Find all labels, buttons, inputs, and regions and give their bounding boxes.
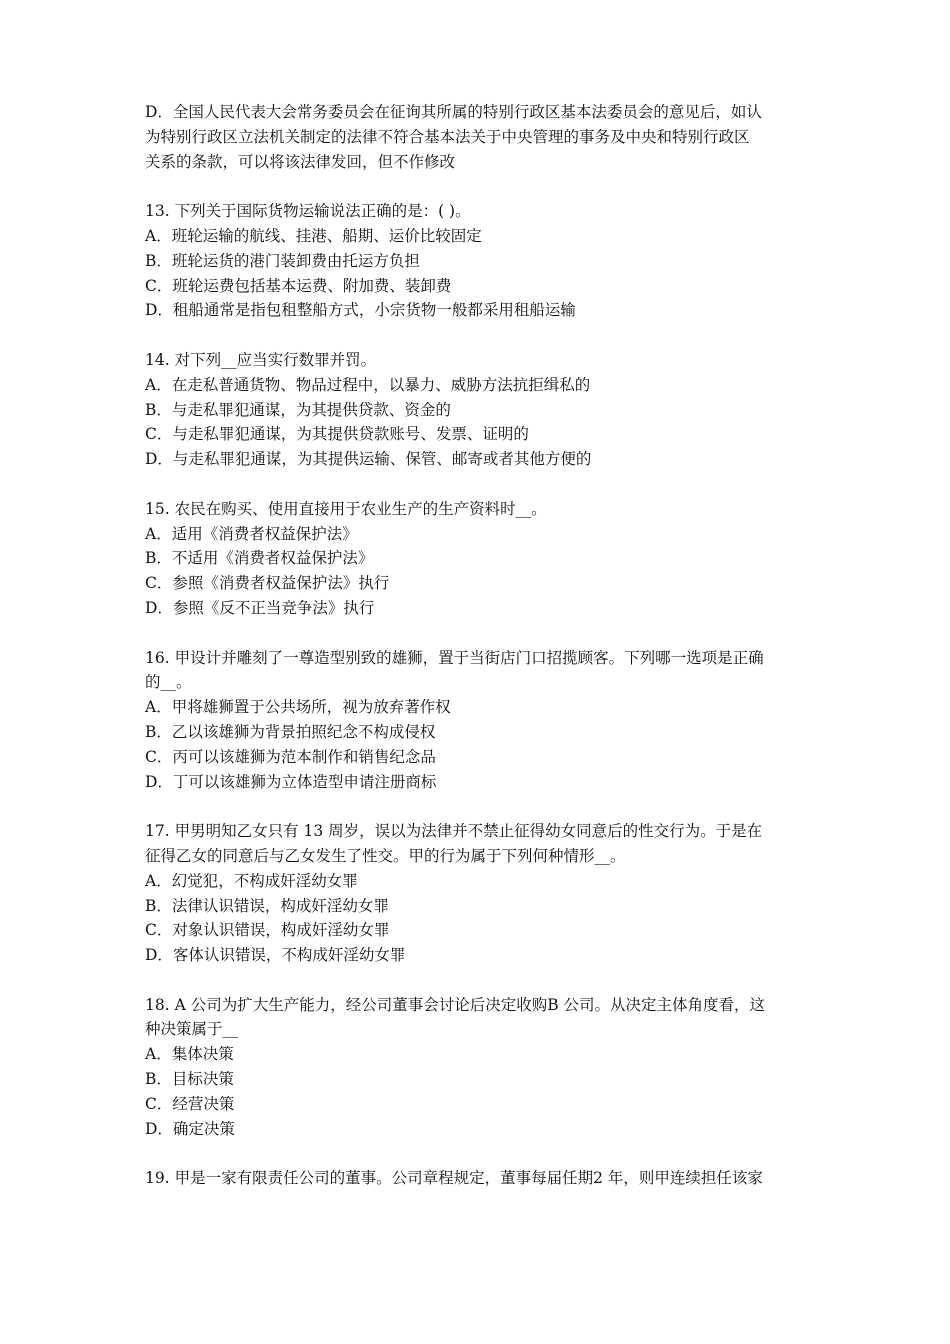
option-d: D．租船通常是指包租整船方式，小宗货物一般都采用租船运输: [145, 301, 576, 320]
option-b: B．目标决策: [145, 1070, 234, 1089]
option-c: C．对象认识错误，构成奸淫幼女罪: [145, 921, 390, 940]
question-14: [145, 348, 815, 472]
option-c: C．丙可以该雄狮为范本制作和销售纪念品: [145, 747, 436, 766]
question-15: [145, 497, 815, 621]
option-c: C．班轮运费包括基本运费、附加费、装卸费: [145, 276, 452, 295]
question-stem-continued: 征得乙女的同意后与乙女发生了性交。甲的行为属于下列何种情形__。: [145, 846, 626, 865]
option-a: A．甲将雄狮置于公共场所，视为放弃著作权: [145, 698, 451, 717]
question-stem: 17. 甲男明知乙女只有 13 周岁，误以为法律并不禁止征得幼女同意后的性交行为。于是在: [145, 822, 763, 841]
question-18: [145, 993, 815, 1142]
option-b: B．与走私罪犯通谋，为其提供贷款、资金的: [145, 400, 451, 419]
question-stem: 14. 对下列__应当实行数罪并罚。: [145, 350, 377, 369]
question-stem: 18. A 公司为扩大生产能力，经公司董事会讨论后决定收购B 公司。从决定主体角度看，这: [145, 995, 766, 1014]
question-12-option-d-block: [145, 100, 815, 174]
option-d: D．确定决策: [145, 1119, 235, 1138]
option-a: A．适用《消费者权益保护法》: [145, 524, 358, 543]
text-line: 关系的条款，可以将该法律发回，但不作修改: [145, 152, 456, 171]
question-13: [145, 199, 815, 323]
question-stem-continued: 的__。: [145, 673, 192, 692]
option-c: C．与走私罪犯通谋，为其提供贷款账号、发票、证明的: [145, 425, 529, 444]
text-line: 为特别行政区立法机关制定的法律不符合基本法关于中央管理的事务及中央和特别行政区: [145, 127, 750, 146]
question-19: [145, 1166, 815, 1191]
question-stem: 13. 下列关于国际货物运输说法正确的是：( )。: [145, 202, 471, 221]
question-16: [145, 646, 815, 795]
question-stem: 16. 甲设计并雕刻了一尊造型别致的雄狮，置于当街店门口招揽顾客。下列哪一选项是正确: [145, 648, 764, 667]
question-stem: 19. 甲是一家有限责任公司的董事。公司章程规定，董事每届任期2 年，则甲连续担任该家: [145, 1169, 763, 1188]
option-b: B．法律认识错误，构成奸淫幼女罪: [145, 896, 389, 915]
question-stem: 15. 农民在购买、使用直接用于农业生产的生产资料时__。: [145, 499, 547, 518]
option-b: B．班轮运货的港门装卸费由托运方负担: [145, 251, 420, 270]
option-a: A．班轮运输的航线、挂港、船期、运价比较固定: [145, 226, 482, 245]
option-a: A．在走私普通货物、物品过程中，以暴力、威胁方法抗拒缉私的: [145, 375, 591, 394]
question-stem-continued: 种决策属于__: [145, 1020, 239, 1039]
option-b: B．乙以该雄狮为背景拍照纪念不构成侵权: [145, 722, 436, 741]
option-c: C．参照《消费者权益保护法》执行: [145, 574, 390, 593]
document-page: [145, 100, 815, 1216]
option-d: D．与走私罪犯通谋，为其提供运输、保管、邮寄或者其他方便的: [145, 450, 592, 469]
question-17: [145, 819, 815, 968]
option-c: C．经营决策: [145, 1094, 235, 1113]
option-a: A．集体决策: [145, 1045, 234, 1064]
option-b: B．不适用《消费者权益保护法》: [145, 549, 374, 568]
option-d: D．参照《反不正当竞争法》执行: [145, 598, 375, 617]
option-d: D．客体认识错误，不构成奸淫幼女罪: [145, 946, 406, 965]
text-line: D．全国人民代表大会常务委员会在征询其所属的特别行政区基本法委员会的意见后，如认: [145, 103, 762, 121]
option-a: A．幻觉犯，不构成奸淫幼女罪: [145, 871, 358, 890]
option-d: D．丁可以该雄狮为立体造型申请注册商标: [145, 772, 437, 791]
